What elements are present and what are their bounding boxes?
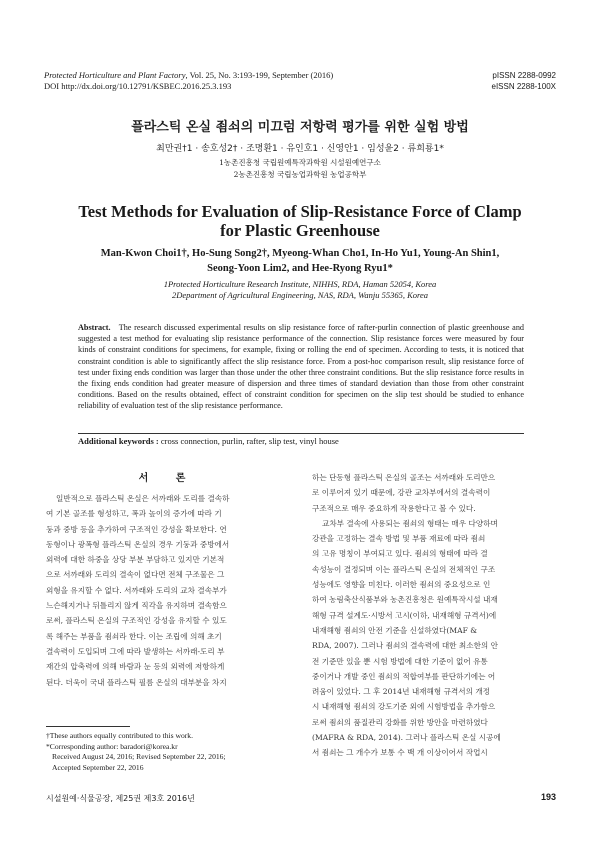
footnotes — [46, 731, 296, 773]
korean-affiliation-2: 2농촌진흥청 국립농업과학원 농업공학부 — [233, 170, 367, 179]
text-line: 둥과 중방 등을 추가하여 구조적인 강성을 확보한다. 연 — [46, 524, 227, 534]
text-line: 록 해주는 부품을 죔쇠라 한다. 이는 조립에 의해 초기 — [46, 631, 222, 641]
text-line: 교차부 결속에 사용되는 죔쇠의 형태는 매우 다양하며 — [322, 518, 498, 528]
abstract — [78, 322, 524, 412]
abstract-text: The research discussed experimental results on slip resistance force of rafter-purlin connection of plastic greenhouse and suggested a test method for evaluating slip resistance performance of the connection. Slip resistance forces were measured by four kinds of constraint conditions for specimens, for example, fixing or rolling the end of specimen. According to tests, it is noticed that constraint condition is able to significantly affect the slip resistance force. From a post-hoc comparison result, slip resistance force of test under fixing ends condition was larger than those under the other three constraint conditions. But the slip resistance force results in the fixing ends condition had greater measure of dispersion and three times of standard deviation than those from other constraint conditions. Based on the results obtained, effect of constraint condition for specimen on the slip test should be studied to enhance reliability of evaluation test of the slip resistance performance. — [78, 323, 525, 411]
eissn: eISSN 2288-100X — [491, 82, 556, 91]
text-line: 느슨해지거나 뒤틀리지 않게 직각을 유지하며 결속함으 — [46, 601, 227, 611]
text-line: 로 이루어져 있기 때문에, 강관 교차부에서의 결속력이 — [312, 488, 491, 498]
text-line: 외형을 유지할 수 없다. 서까래와 도리의 교차 결속부가 — [46, 585, 227, 595]
text-line: 로써 죔쇠의 품질관리 강화를 위한 방안을 마련하였다 — [312, 717, 488, 727]
keywords-text: cross connection, purlin, rafter, slip test, vinyl house — [158, 436, 339, 446]
text-line: 으로 서까래와 도리의 결속이 없다면 전체 구조물은 그 — [46, 570, 225, 580]
text-line: 서 죔쇠는 그 개수가 보통 수 백 개 이상이어서 작업시 — [312, 748, 488, 758]
text-line: 구조적으로 매우 중요하게 작용한다고 볼 수 있다. — [312, 503, 476, 513]
footer-journal: 시설원예·식물공장, 제25권 제3호 2016년 — [46, 794, 195, 803]
english-title-line-1: Test Methods for Evaluation of Slip-Resistance Force of Clamp — [78, 202, 522, 221]
text-line: 결속력이 도입되며 그에 따라 발생하는 서까래-도리 부 — [46, 646, 225, 656]
english-affiliation-1: 1Protected Horticulture Research Institute, NIHHS, RDA, Haman 52054, Korea — [163, 279, 437, 289]
text-line: 된다. 더욱이 국내 플라스틱 필름 온실의 대부분을 차지 — [46, 677, 227, 687]
text-line: 하여 농림축산식품부와 농촌진흥청은 원예특작시설 내재 — [312, 595, 498, 605]
citation-details: , Vol. 25, No. 3:193-199, September (2016) — [185, 70, 334, 80]
section-title-introduction: 서 론 — [138, 473, 198, 484]
english-title-line-2: for Plastic Greenhouse — [220, 221, 380, 240]
text-line: 시 내재해형 죔쇠의 강도기준 외에 시험방법을 추가함으 — [312, 702, 496, 712]
text-line: 강관을 고정하는 결속 방법 및 부품 재료에 따라 죔쇠 — [312, 534, 486, 544]
text-line: RDA, 2007). 그러나 죔쇠의 결속력에 대한 최소한의 안 — [312, 641, 499, 651]
journal-citation — [44, 70, 333, 81]
abstract-label: Abstract. — [78, 323, 111, 332]
text-line: 외력에 대한 하중을 상당 부분 부담하고 있지만 기본적 — [46, 555, 225, 565]
footnote-accepted: Accepted September 22, 2016 — [52, 762, 144, 772]
text-line: 려움이 있었다. 그 후 2014년 내재해형 규격서의 개정 — [312, 687, 491, 697]
text-line: 로써, 플라스틱 온실의 구조적인 강성을 유지할 수 있도 — [46, 616, 227, 626]
pissn: pISSN 2288-0992 — [492, 71, 556, 80]
footnote-divider — [46, 726, 130, 727]
text-line: 내재해형 죔쇠의 안전 기준을 신설하였다(MAF & — [312, 625, 478, 635]
english-authors-line-1: Man-Kwon Choi1†, Ho-Sung Song2†, Myeong-Whan Cho1, In-Ho Yu1, Young-An Shin1, — [100, 248, 500, 259]
text-line: 성능에도 영향을 미친다. 이러한 죔쇠의 중요성으로 인 — [312, 580, 491, 590]
text-line: 전 기준만 있을 뿐 시험 방법에 대한 기준이 없어 유통 — [312, 656, 488, 666]
text-line: 중이거나 개발 중인 죔쇠의 적합여부를 판단하기에는 어 — [312, 671, 496, 681]
journal-name: Protected Horticulture and Plant Factory — [44, 70, 186, 80]
text-line: (MAFRA & RDA, 2014). 그러나 플라스틱 온실 시공에 — [312, 733, 501, 743]
keywords — [78, 436, 339, 446]
text-line: 하는 단동형 플라스틱 온실의 골조는 서까래와 도리만으 — [312, 473, 496, 482]
body-right-column — [312, 470, 558, 761]
text-line: 속성능이 결정되며 이는 플라스틱 온실의 전체적인 구조 — [312, 564, 496, 574]
text-line: 동형이나 광폭형 플라스틱 온실의 경우 기둥과 중방에서 — [46, 539, 230, 549]
english-authors-line-2: Seong-Yoon Lim2, and Hee-Ryong Ryu1* — [207, 263, 393, 274]
body-left-column — [46, 491, 292, 690]
text-line: 여 기본 골조를 형성하고, 폭과 높이의 증가에 따라 기 — [46, 509, 222, 519]
footnote-corresponding-author: *Corresponding author: baradori@korea.kr — [46, 741, 178, 751]
footnote-received: Received August 24, 2016; Revised September 22, 2016; — [52, 752, 226, 761]
korean-authors: 최만권†1 · 송호성2† · 조명환1 · 유인호1 · 신영안1 · 임성윤2 · 류희룡1* — [156, 144, 444, 154]
korean-affiliation-1: 1농촌진흥청 국립원예특작과학원 시설원예연구소 — [219, 158, 381, 167]
english-affiliation-2: 2Department of Agricultural Engineering, NAS, RDA, Wanju 55365, Korea — [171, 290, 429, 300]
keywords-label: Additional keywords : — [78, 436, 159, 446]
text-line: 재간의 압축력에 의해 바람과 눈 등의 외력에 저항하게 — [46, 662, 225, 672]
text-line: 일반적으로 플라스틱 온실은 서까래와 도리를 결속하 — [56, 494, 230, 503]
doi-link[interactable]: DOI http://dx.doi.org/10.12791/KSBEC.2016.25.3.193 — [44, 81, 232, 91]
abstract-divider — [78, 433, 524, 434]
footnote-equal-contribution: †These authors equally contributed to this work. — [46, 731, 193, 740]
text-line: 의 고유 명칭이 부여되고 있다. 죔쇠의 형태에 따라 결 — [312, 549, 488, 559]
korean-title: 플라스틱 온실 죔쇠의 미끄럼 저항력 평가를 위한 실험 방법 — [131, 120, 469, 135]
page-number: 193 — [540, 792, 556, 802]
text-line: 해형 규격 설계도·시방서 고시(이하, 내재해형 규격서)에 — [312, 610, 497, 620]
